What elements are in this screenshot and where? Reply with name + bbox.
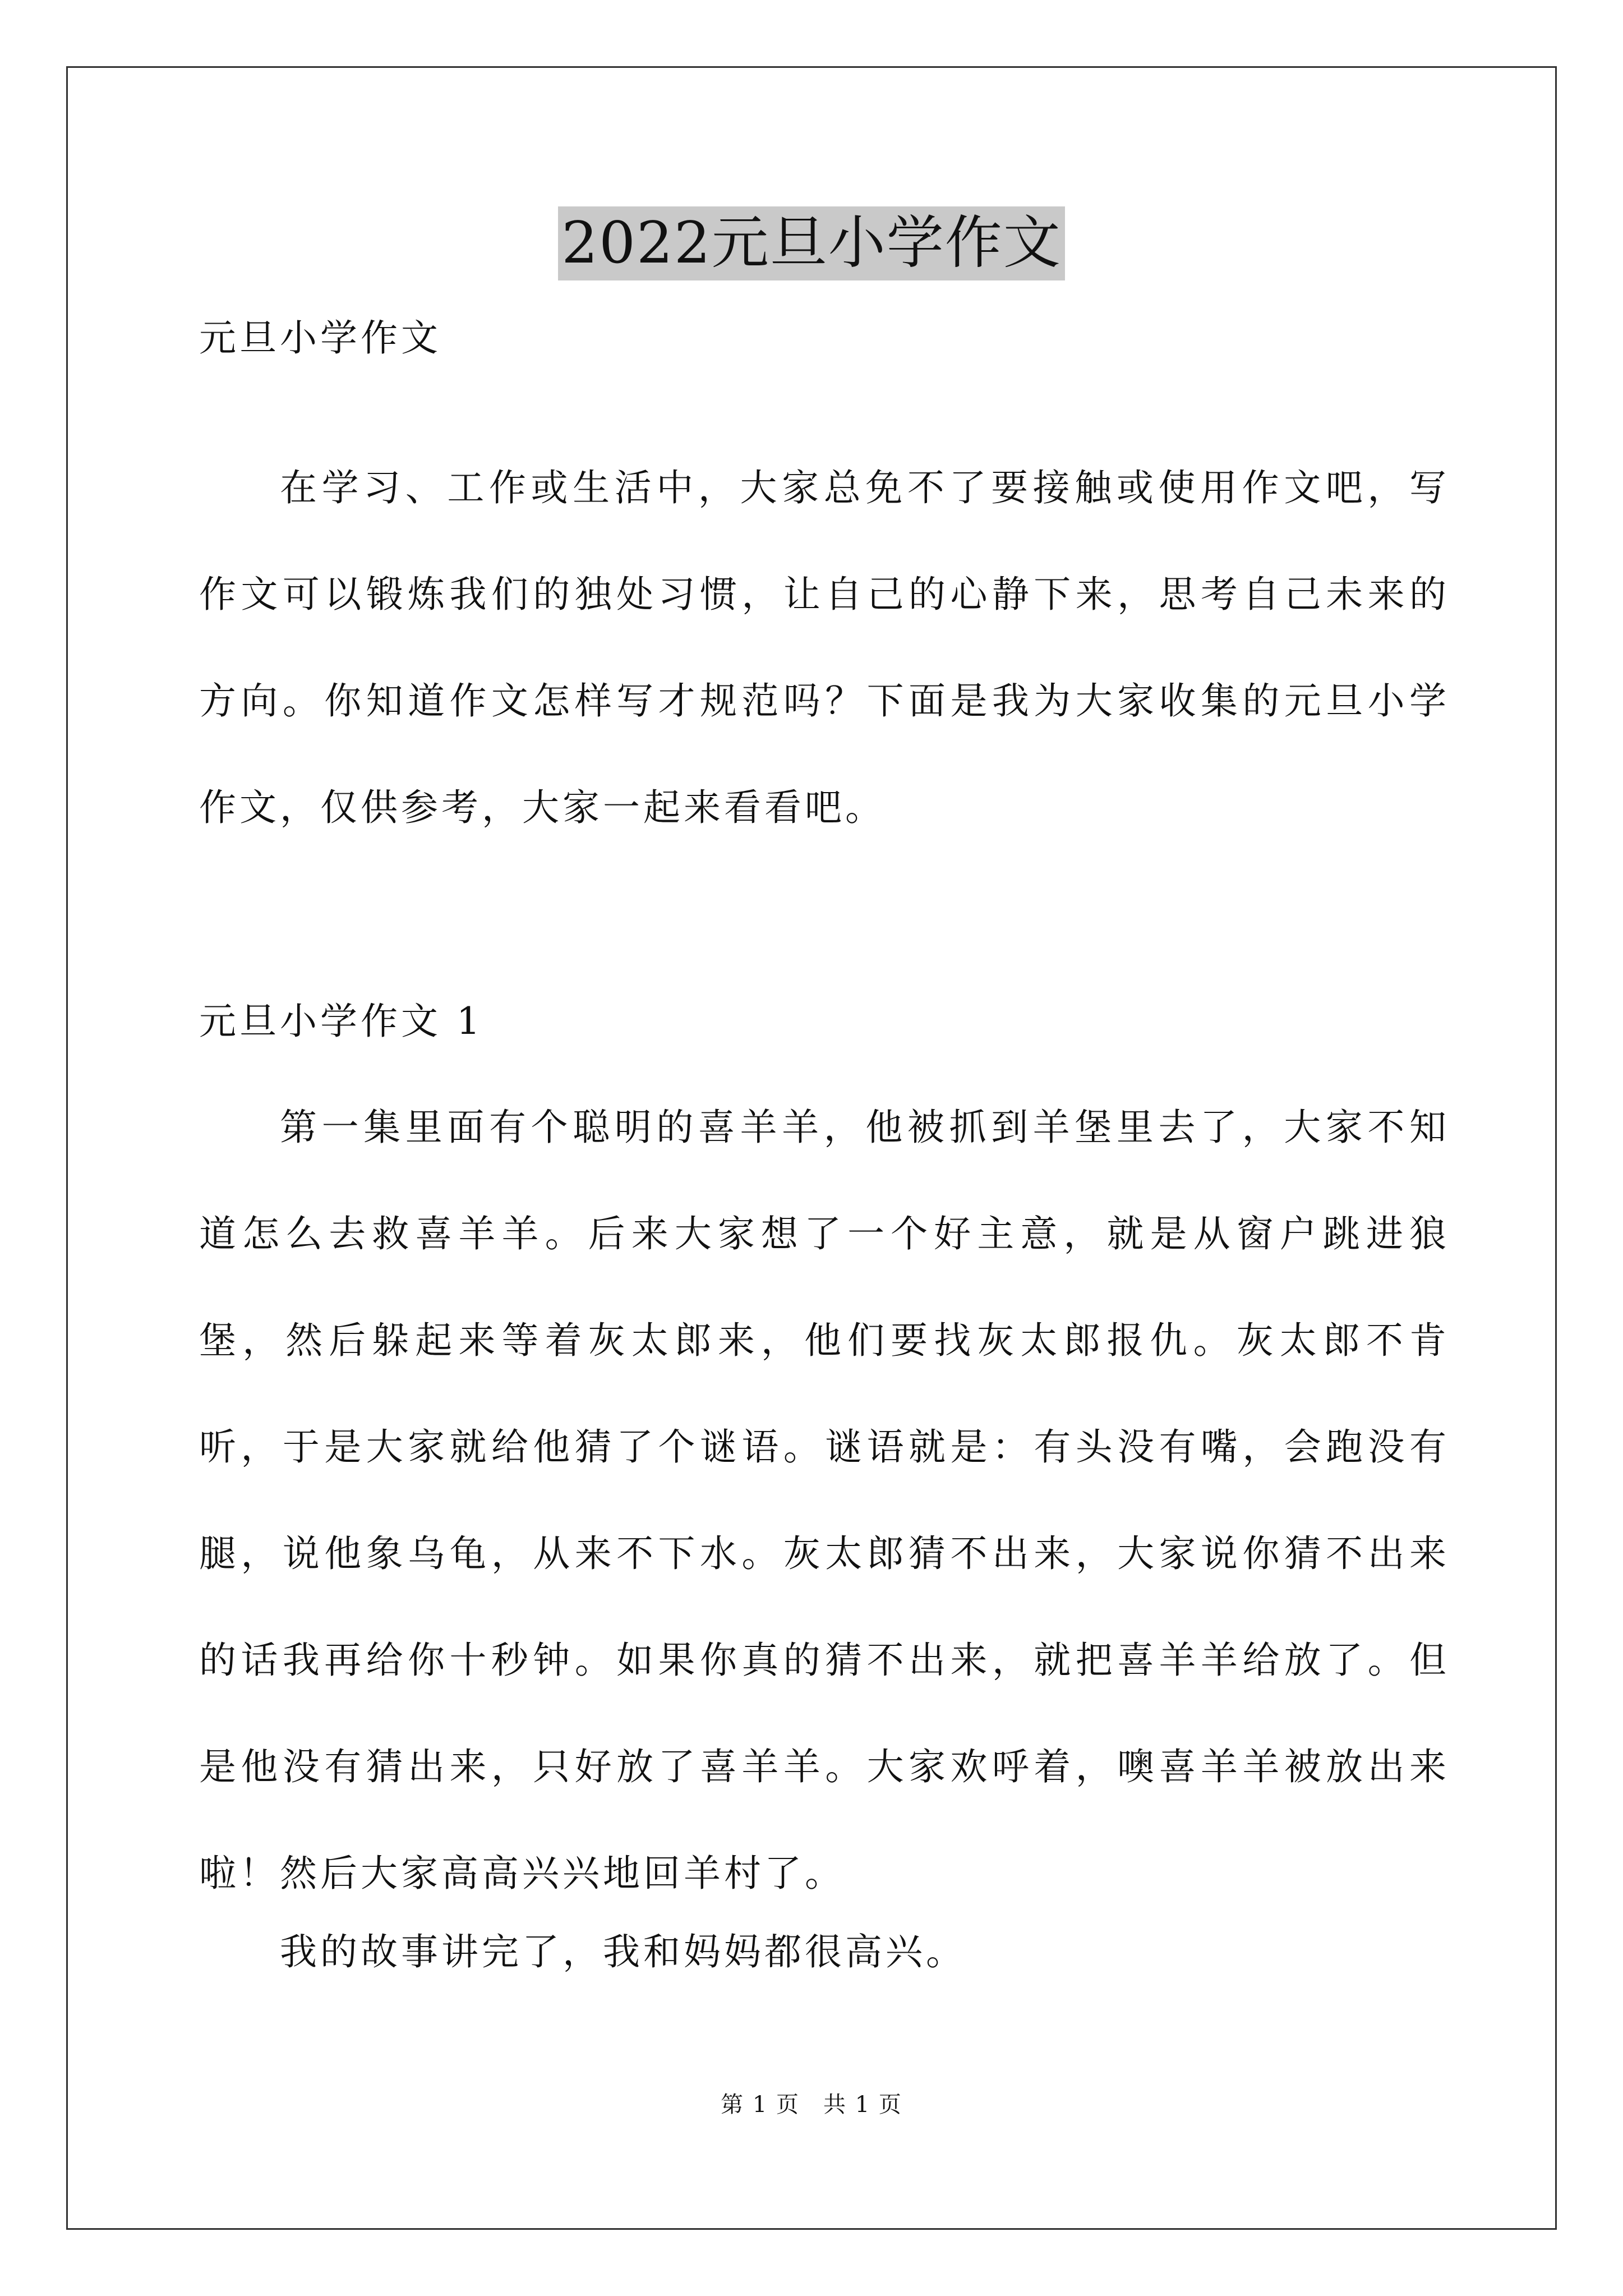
section-1-paragraph-2: 我的故事讲完了，我和妈妈都很高兴。 bbox=[280, 1930, 966, 1973]
page-footer: 第 1 页 共 1 页 bbox=[721, 2092, 902, 2118]
section-1-paragraph-1: 第一集里面有个聪明的喜羊羊，他被抓到羊堡里去了，大家不知道怎么去救喜羊羊。后来大家想了一个好主意，就是从窗户跳进狼堡，然后躲起来等着灰太郎来，他们要找灰太郎报仇。灰太郎不肯听，于是大家就给他猜了个谜语。谜语就是：有头没有嘴，会跑没有腿，说他象乌龟，从来不下水。灰太郎猜不出来，大家说你猜不出来的话我再给你十秒钟。如果你真的猜不出来，就把喜羊羊给放了。但是他没有猜出来，只好放了喜羊羊。大家欢呼着，噢喜羊羊被放出来啦！然后大家高高兴兴地回羊村了。 bbox=[199, 1106, 1450, 1895]
intro-paragraph: 在学习、工作或生活中，大家总免不了要接触或使用作文吧，写作文可以锻炼我们的独处习惯，让自己的心静下来，思考自己未来的方向。你知道作文怎样写才规范吗？下面是我为大家收集的元旦小学作文，仅供参考，大家一起来看看吧。 bbox=[199, 466, 1450, 829]
document-subtitle: 元旦小学作文 bbox=[199, 316, 441, 360]
title-container bbox=[0, 206, 1623, 280]
section-heading-1: 元旦小学作文 1 bbox=[199, 1000, 483, 1043]
document-title: 2022元旦小学作文 bbox=[558, 206, 1065, 280]
